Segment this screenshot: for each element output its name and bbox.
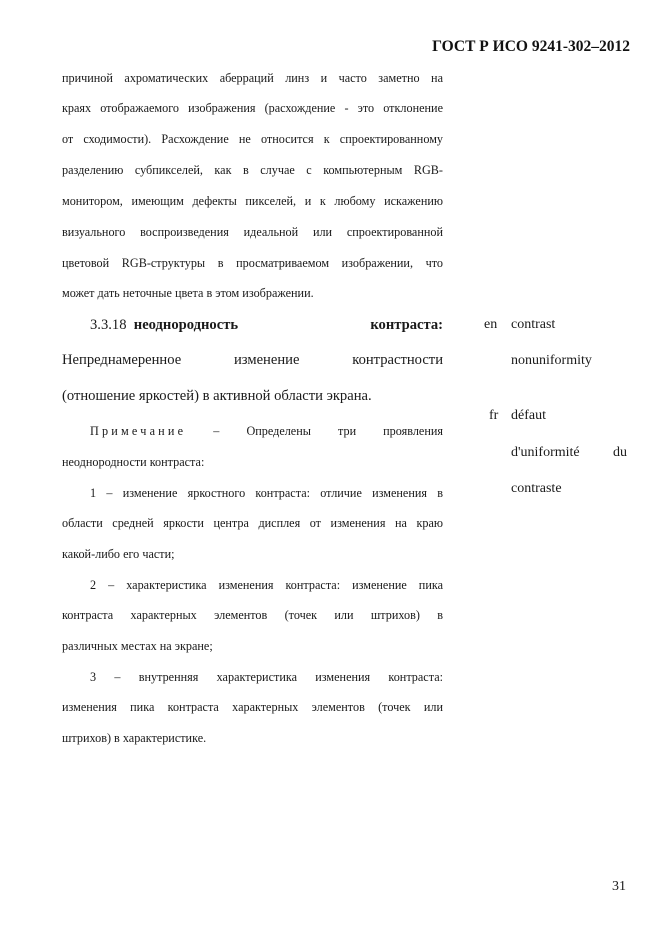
text-line: от сходимости). Расхождение не относится к спроектированному [62, 132, 443, 146]
text-line: 1 – изменение яркостного контраста: отличие изменения в [90, 486, 443, 500]
text-line: причиной ахроматических аберраций линз и часто заметно на [62, 71, 443, 85]
term-title-left [90, 317, 238, 333]
text-line: 2 – характеристика изменения контраста: изменение пика [90, 578, 443, 592]
text-line: области средней яркости центра дисплея от изменения на краю [62, 516, 443, 530]
text-line: может дать неточные цвета в этом изображении. [62, 286, 314, 300]
term-name-end: контраста: [370, 317, 443, 333]
note-intro-line: неоднородности контраста: [62, 455, 205, 469]
note-dash: – [213, 424, 220, 438]
text-line: цветовой RGB-структуры в просматриваемом изображении, что [62, 256, 443, 270]
note-word: проявления [383, 424, 443, 438]
text-line: краях отображаемого изображения (расхождение - это отклонение [62, 101, 443, 115]
note-intro [90, 423, 443, 439]
equivalent-fr: d'uniformité du [511, 445, 627, 460]
text-line: какой-либо его части; [62, 547, 175, 561]
document-header: ГОСТ Р ИСО 9241-302–2012 [432, 38, 630, 55]
term-definition-line: Непреднамеренное изменение контрастности [62, 352, 443, 368]
text-line: штрихов) в характеристике. [62, 731, 207, 745]
equivalent-en: contrast [511, 317, 556, 332]
equivalent-en: nonuniformity [511, 353, 592, 368]
equivalent-fr: contraste [511, 481, 562, 496]
note-word: три [338, 424, 357, 438]
lang-code-en: en [484, 317, 498, 332]
term-definition-line: (отношение яркостей) в активной области экрана. [62, 388, 372, 404]
term-heading [90, 317, 443, 333]
text-line: визуального воспроизведения идеальной или спроектированной [62, 225, 443, 239]
text-line: изменения пика контраста характерных элементов (точек или [62, 700, 443, 714]
page-number: 31 [612, 879, 626, 894]
lang-code-fr: fr [489, 408, 499, 423]
term-number: 3.3.18 [90, 317, 127, 333]
equivalent-fr: défaut [511, 408, 546, 423]
text-line: монитором, имеющим дефекты пикселей, и к любому искажению [62, 194, 443, 208]
text-line: различных местах на экране; [62, 639, 213, 653]
term-name: неоднородность [133, 317, 239, 333]
note-label: Примечание [90, 424, 187, 438]
note-word: Определены [246, 424, 311, 438]
text-line: контраста характерных элементов (точек или штрихов) в [62, 608, 443, 622]
text-line: 3 – внутренняя характеристика изменения контраста: [90, 670, 443, 684]
text-line: разделению субпикселей, как в случае с компьютерным RGB- [62, 163, 443, 177]
